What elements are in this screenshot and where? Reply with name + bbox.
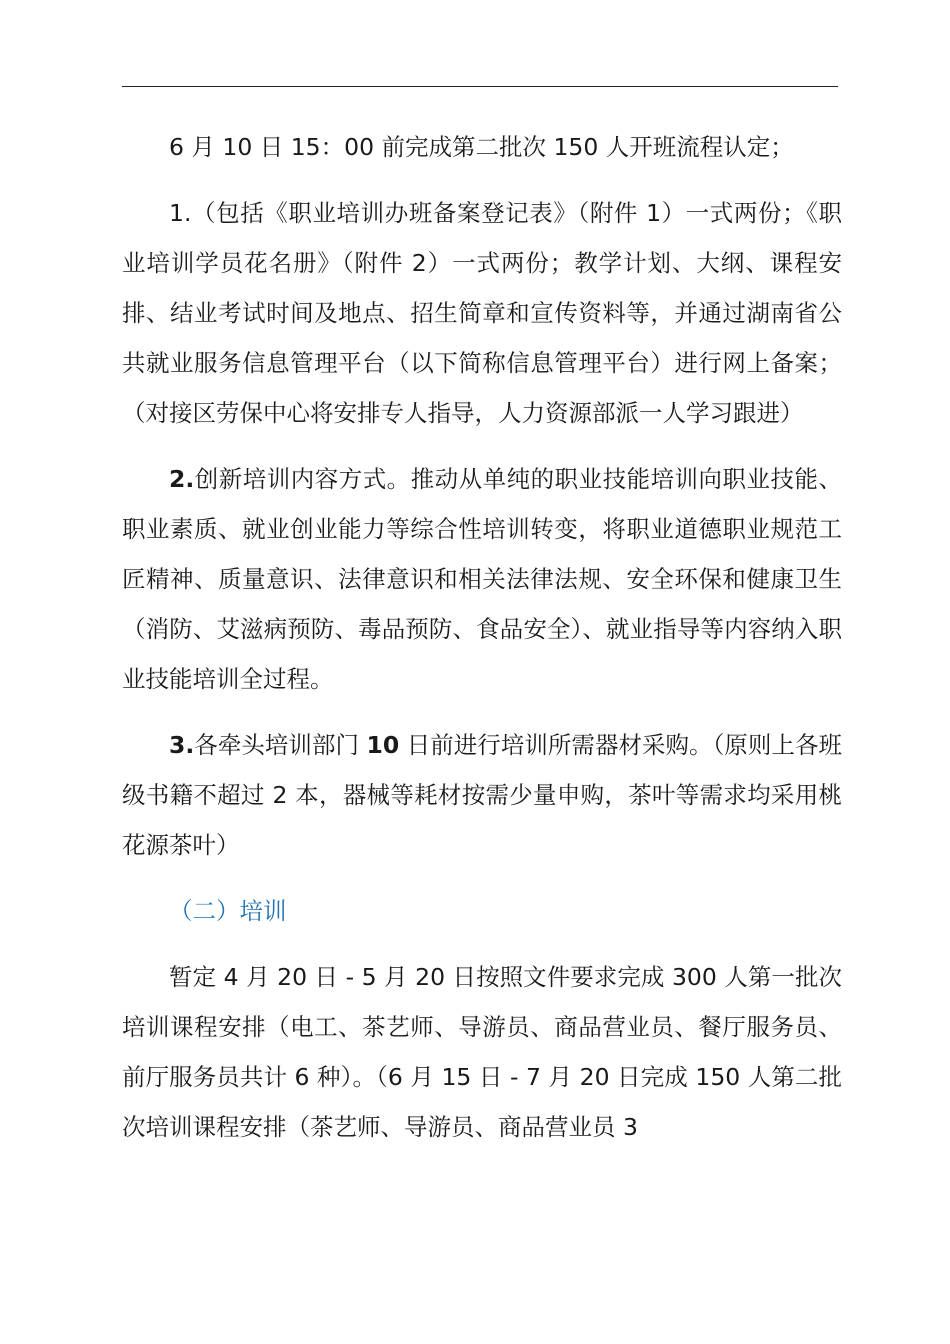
paragraph-item-2 bbox=[122, 454, 842, 704]
item-2-text: 创新培训内容方式。推动从单纯的职业技能培训向职业技能、职业素质、就业创业能力等综合性培训转变，将职业道德职业规范工匠精神、质量意识、法律意识和相关法律法规、安全环保和健康卫生（消防、艾滋病预防、毒品预防、食品安全）、就业指导等内容纳入职业技能培训全过程。 bbox=[122, 465, 842, 693]
paragraph-schedule: 6 月 10 日 15：00 前完成第二批次 150 人开班流程认定； bbox=[169, 133, 794, 161]
document-body bbox=[122, 122, 842, 1152]
item-3-text-b: 日前进行培训所需器材采购。（原则上各班级书籍不超过 2 本，器械等耗材按需少量申购，茶叶等需求均采用桃花源茶叶） bbox=[122, 731, 842, 859]
section-heading-training: （二）培训 bbox=[169, 897, 287, 925]
item-3-text-a: 各牵头培训部门 bbox=[194, 731, 367, 759]
header-rule bbox=[122, 86, 838, 87]
item-3-bold-day: 10 bbox=[366, 731, 400, 759]
item-2-number: 2. bbox=[169, 465, 195, 493]
paragraph-training-schedule: 暂定 4 月 20 日 - 5 月 20 日按照文件要求完成 300 人第一批次培训课程安排（电工、茶艺师、导游员、商品营业员、餐厅服务员、前厅服务员共计 6 种）。（6 月 15 日 - 7 月 20 日完成 150 人第二批次培训课程安排（茶艺师、导游员、商品营业员 3 bbox=[122, 963, 842, 1141]
item-3-number: 3. bbox=[169, 731, 195, 759]
paragraph-item-1: 1.（包括《职业培训办班备案登记表》（附件 1）一式两份；《职业培训学员花名册》（附件 2）一式两份；教学计划、大纲、课程安排、结业考试时间及地点、招生简章和宣传资料等，并通过湖南省公共就业服务信息管理平台（以下简称信息管理平台）进行网上备案；（对接区劳保中心将安排专人指导，人力资源部派一人学习跟进） bbox=[122, 199, 842, 427]
paragraph-item-3 bbox=[122, 720, 842, 870]
